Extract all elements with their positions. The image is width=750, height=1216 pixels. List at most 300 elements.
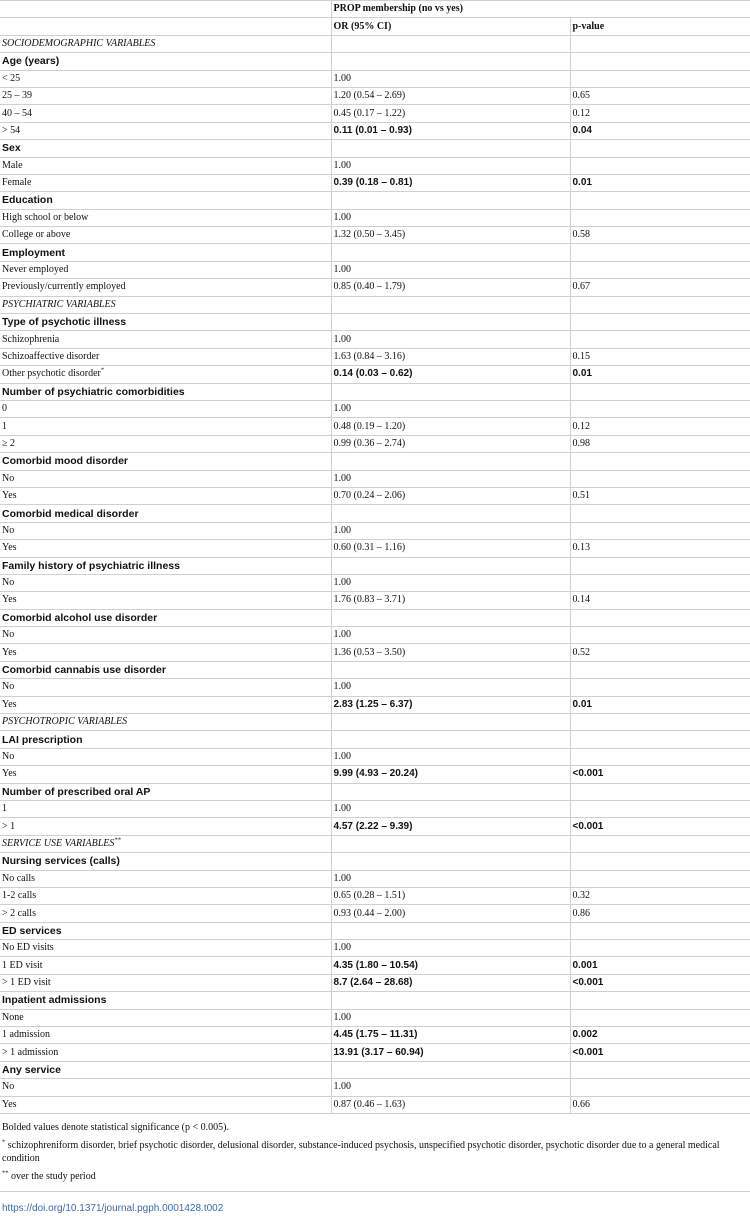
row-label-text: Employment [2, 246, 66, 259]
row-label-text: > 1 ED visit [2, 977, 51, 989]
row-label-text: Comorbid mood disorder [2, 455, 128, 468]
row-label [0, 870, 331, 887]
row-label-text: > 1 [2, 820, 16, 832]
table-row [0, 1096, 750, 1113]
p-value-cell: 0.001 [570, 957, 750, 974]
table-row [0, 574, 750, 591]
table-row [0, 70, 750, 87]
table-row [0, 1027, 750, 1044]
group-label [0, 192, 331, 209]
significance-note: Bolded values denote statistical significance (p < 0.005). [2, 1122, 229, 1133]
odds-ratio-cell: 0.85 (0.40 – 1.79) [331, 279, 570, 296]
group-row [0, 244, 750, 261]
row-label-text: No [2, 1081, 15, 1093]
table-row [0, 87, 750, 104]
table-row [0, 1079, 750, 1096]
table-row [0, 696, 750, 713]
p-value-cell [570, 400, 750, 417]
odds-ratio-cell [331, 505, 570, 522]
table-row [0, 400, 750, 417]
odds-ratio-cell [331, 853, 570, 870]
p-value-cell: <0.001 [570, 818, 750, 835]
row-label [0, 696, 331, 713]
row-label-text: Yes [2, 698, 17, 710]
p-value-cell [570, 557, 750, 574]
p-value-cell: 0.01 [570, 696, 750, 713]
odds-ratio-cell: 1.00 [331, 400, 570, 417]
doi-link[interactable]: https://doi.org/10.1371/journal.pgph.0001428.t002 [2, 1203, 224, 1214]
p-value-cell: 0.12 [570, 418, 750, 435]
row-label [0, 87, 331, 104]
row-label-text: PSYCHOTROPIC VARIABLES [2, 716, 128, 728]
odds-ratio-cell: 1.00 [331, 70, 570, 87]
table-row [0, 957, 750, 974]
odds-ratio-cell: 4.57 (2.22 – 9.39) [331, 818, 570, 835]
group-label [0, 53, 331, 70]
group-label [0, 783, 331, 800]
odds-ratio-cell [331, 609, 570, 626]
group-label [0, 140, 331, 157]
row-label-text: No [2, 681, 15, 693]
table-row [0, 627, 750, 644]
row-label-text: None [2, 1011, 24, 1023]
group-label [0, 661, 331, 678]
table-row [0, 261, 750, 278]
row-label-text: 1 ED visit [2, 959, 43, 971]
row-label [0, 331, 331, 348]
row-label-text: Education [2, 194, 53, 207]
section-label [0, 296, 331, 313]
row-label [0, 1044, 331, 1061]
group-label [0, 853, 331, 870]
odds-ratio-cell: 13.91 (3.17 – 60.94) [331, 1044, 570, 1061]
row-label-text: Comorbid medical disorder [2, 507, 139, 520]
row-label [0, 574, 331, 591]
row-label-text: No [2, 750, 15, 762]
row-label-text: Family history of psychiatric illness [2, 559, 180, 572]
odds-ratio-cell [331, 35, 570, 52]
header-row-group [0, 1, 750, 18]
p-value-cell [570, 453, 750, 470]
table-row [0, 470, 750, 487]
group-row [0, 140, 750, 157]
group-row [0, 922, 750, 939]
table-row [0, 800, 750, 817]
odds-ratio-cell: 0.39 (0.18 – 0.81) [331, 174, 570, 191]
odds-ratio-cell: 0.45 (0.17 – 1.22) [331, 105, 570, 122]
p-value-cell [570, 679, 750, 696]
odds-ratio-cell [331, 731, 570, 748]
table-row [0, 870, 750, 887]
row-label-text: Female [2, 177, 32, 189]
row-label-text: College or above [2, 229, 71, 241]
p-value-cell: 0.52 [570, 644, 750, 661]
table-row [0, 522, 750, 539]
table-row [0, 644, 750, 661]
table-body [0, 35, 750, 1113]
odds-ratio-cell: 1.00 [331, 470, 570, 487]
p-value-cell [570, 853, 750, 870]
footnote-star-marker: * [2, 1138, 6, 1146]
row-label-text: ED services [2, 924, 62, 937]
p-value-cell [570, 209, 750, 226]
group-row [0, 505, 750, 522]
group-row [0, 1061, 750, 1078]
p-value-cell [570, 261, 750, 278]
footnote-double-star [2, 1170, 748, 1184]
row-label [0, 435, 331, 452]
table-row [0, 905, 750, 922]
odds-ratio-cell: 1.63 (0.84 – 3.16) [331, 348, 570, 365]
p-value-cell: 0.14 [570, 592, 750, 609]
group-label [0, 731, 331, 748]
group-label [0, 314, 331, 331]
odds-ratio-cell: 1.00 [331, 574, 570, 591]
p-value-cell [570, 940, 750, 957]
group-row [0, 783, 750, 800]
row-label-text: Yes [2, 1098, 17, 1110]
p-value-cell [570, 627, 750, 644]
p-value-cell [570, 470, 750, 487]
p-value-cell [570, 522, 750, 539]
p-value-cell: 0.65 [570, 87, 750, 104]
odds-ratio-cell: 1.00 [331, 522, 570, 539]
table-row [0, 227, 750, 244]
p-value-cell [570, 53, 750, 70]
table-row [0, 818, 750, 835]
group-label [0, 557, 331, 574]
table-row [0, 487, 750, 504]
section-row [0, 714, 750, 731]
odds-ratio-cell [331, 661, 570, 678]
row-label [0, 122, 331, 139]
row-label-text: 25 – 39 [2, 90, 32, 102]
row-label [0, 627, 331, 644]
footnote-star [2, 1139, 748, 1166]
row-label-text: Male [2, 159, 23, 171]
odds-ratio-cell: 0.65 (0.28 – 1.51) [331, 887, 570, 904]
odds-ratio-cell: 9.99 (4.93 – 20.24) [331, 766, 570, 783]
row-label-text: Inpatient admissions [2, 994, 107, 1007]
header-group-label: PROP membership (no vs yes) [331, 1, 750, 18]
table-row [0, 366, 750, 383]
table-row [0, 748, 750, 765]
odds-ratio-cell: 8.7 (2.64 – 28.68) [331, 974, 570, 991]
row-label [0, 470, 331, 487]
odds-ratio-cell: 0.87 (0.46 – 1.63) [331, 1096, 570, 1113]
odds-ratio-cell [331, 140, 570, 157]
group-label [0, 244, 331, 261]
table-row [0, 540, 750, 557]
p-value-cell [570, 835, 750, 852]
p-value-cell [570, 157, 750, 174]
row-label [0, 800, 331, 817]
odds-ratio-cell: 1.00 [331, 157, 570, 174]
odds-ratio-cell [331, 1061, 570, 1078]
row-label [0, 905, 331, 922]
row-label-text: Yes [2, 646, 17, 658]
odds-ratio-cell [331, 557, 570, 574]
odds-ratio-cell [331, 244, 570, 261]
group-label [0, 453, 331, 470]
header-row-columns [0, 18, 750, 35]
group-row [0, 853, 750, 870]
row-label [0, 887, 331, 904]
footnote-star-text: schizophreniform disorder, brief psychotic disorder, delusional disorder, substance-induced psychosis, unspecified psychotic disorder, psychotic disorder due to a general medical condition [2, 1139, 720, 1164]
row-label-text: Yes [2, 768, 17, 780]
odds-ratio-cell: 0.99 (0.36 – 2.74) [331, 435, 570, 452]
odds-ratio-cell: 2.83 (1.25 – 6.37) [331, 696, 570, 713]
odds-ratio-cell: 1.00 [331, 870, 570, 887]
row-label-text: No calls [2, 872, 36, 884]
odds-ratio-cell [331, 714, 570, 731]
row-label-text: < 25 [2, 72, 21, 84]
p-value-cell [570, 609, 750, 626]
table-row [0, 974, 750, 991]
group-label [0, 1061, 331, 1078]
group-row [0, 383, 750, 400]
table-row [0, 679, 750, 696]
odds-ratio-cell: 1.00 [331, 627, 570, 644]
row-label-text: Yes [2, 594, 17, 606]
table-row [0, 348, 750, 365]
row-label-text: SERVICE USE VARIABLES [2, 837, 115, 849]
row-label [0, 70, 331, 87]
odds-ratio-cell: 1.00 [331, 261, 570, 278]
row-label [0, 487, 331, 504]
group-label [0, 609, 331, 626]
p-value-cell [570, 314, 750, 331]
table-row [0, 887, 750, 904]
odds-ratio-cell: 1.00 [331, 331, 570, 348]
odds-ratio-cell: 0.11 (0.01 – 0.93) [331, 122, 570, 139]
group-label [0, 383, 331, 400]
row-label [0, 261, 331, 278]
section-label [0, 714, 331, 731]
table-row [0, 592, 750, 609]
table-row [0, 418, 750, 435]
odds-ratio-cell [331, 296, 570, 313]
p-value-cell [570, 296, 750, 313]
p-value-cell [570, 1061, 750, 1078]
p-value-cell: 0.86 [570, 905, 750, 922]
p-value-cell: 0.15 [570, 348, 750, 365]
odds-ratio-cell: 1.20 (0.54 – 2.69) [331, 87, 570, 104]
header-p-label: p-value [570, 18, 750, 35]
row-label-text: PSYCHIATRIC VARIABLES [2, 298, 116, 310]
row-label-text: No [2, 524, 15, 536]
row-label-text: Schizophrenia [2, 333, 60, 345]
doi-bar [0, 1191, 750, 1216]
odds-ratio-cell [331, 383, 570, 400]
row-label-text: Number of prescribed oral AP [2, 785, 151, 798]
row-label-text: SOCIODEMOGRAPHIC VARIABLES [2, 37, 156, 49]
odds-ratio-cell [331, 453, 570, 470]
section-row [0, 835, 750, 852]
row-label [0, 540, 331, 557]
row-label-text: Never employed [2, 264, 69, 276]
p-value-cell [570, 140, 750, 157]
row-label-text: ≥ 2 [2, 437, 15, 449]
odds-ratio-cell: 1.00 [331, 209, 570, 226]
row-label-text: Comorbid cannabis use disorder [2, 664, 166, 677]
row-label-text: No [2, 577, 15, 589]
row-label-text: Yes [2, 490, 17, 502]
footnote-marker: * [100, 367, 105, 375]
odds-ratio-cell: 1.76 (0.83 – 3.71) [331, 592, 570, 609]
p-value-cell: 0.32 [570, 887, 750, 904]
table-row [0, 435, 750, 452]
p-value-cell [570, 331, 750, 348]
p-value-cell [570, 714, 750, 731]
section-row [0, 35, 750, 52]
section-label [0, 35, 331, 52]
row-label [0, 974, 331, 991]
footnote-double-star-text: over the study period [8, 1170, 96, 1182]
odds-ratio-cell [331, 53, 570, 70]
group-row [0, 192, 750, 209]
table-row [0, 1044, 750, 1061]
group-label [0, 505, 331, 522]
odds-ratio-cell: 1.00 [331, 748, 570, 765]
table-row [0, 174, 750, 191]
p-value-cell [570, 383, 750, 400]
odds-ratio-cell: 4.45 (1.75 – 11.31) [331, 1027, 570, 1044]
row-label [0, 174, 331, 191]
p-value-cell [570, 992, 750, 1009]
odds-ratio-cell: 0.48 (0.19 – 1.20) [331, 418, 570, 435]
p-value-cell: <0.001 [570, 766, 750, 783]
p-value-cell [570, 800, 750, 817]
row-label [0, 592, 331, 609]
group-row [0, 731, 750, 748]
odds-ratio-cell: 1.00 [331, 679, 570, 696]
group-row [0, 992, 750, 1009]
row-label [0, 1079, 331, 1096]
row-label [0, 679, 331, 696]
row-label [0, 209, 331, 226]
odds-ratio-cell: 0.60 (0.31 – 1.16) [331, 540, 570, 557]
p-value-cell [570, 1079, 750, 1096]
row-label-text: No [2, 629, 15, 641]
p-value-cell: 0.58 [570, 227, 750, 244]
p-value-cell: 0.13 [570, 540, 750, 557]
row-label-text: Sex [2, 142, 21, 155]
row-label [0, 348, 331, 365]
row-label-text: > 54 [2, 124, 21, 136]
p-value-cell [570, 574, 750, 591]
p-value-cell [570, 505, 750, 522]
row-label-text: 0 [2, 403, 7, 415]
group-row [0, 453, 750, 470]
p-value-cell [570, 783, 750, 800]
row-label-text: 1 [2, 420, 7, 432]
row-label [0, 957, 331, 974]
odds-ratio-cell: 1.36 (0.53 – 3.50) [331, 644, 570, 661]
row-label-text: Any service [2, 1064, 61, 1077]
row-label-text: Nursing services (calls) [2, 855, 120, 868]
row-label [0, 1009, 331, 1026]
row-label-text: LAI prescription [2, 733, 83, 746]
row-label [0, 400, 331, 417]
row-label [0, 157, 331, 174]
p-value-cell [570, 731, 750, 748]
row-label [0, 1096, 331, 1113]
row-label-text: High school or below [2, 211, 89, 223]
p-value-cell: 0.002 [570, 1027, 750, 1044]
p-value-cell [570, 661, 750, 678]
odds-ratio-cell: 0.70 (0.24 – 2.06) [331, 487, 570, 504]
group-row [0, 661, 750, 678]
p-value-cell [570, 244, 750, 261]
odds-ratio-cell: 0.14 (0.03 – 0.62) [331, 366, 570, 383]
p-value-cell [570, 748, 750, 765]
p-value-cell [570, 922, 750, 939]
row-label-text: Schizoaffective disorder [2, 351, 100, 362]
row-label-text: No ED visits [2, 942, 54, 954]
group-row [0, 53, 750, 70]
table-row [0, 209, 750, 226]
p-value-cell: <0.001 [570, 1044, 750, 1061]
row-label [0, 227, 331, 244]
p-value-cell: 0.04 [570, 122, 750, 139]
row-label-text: Other psychotic disorder [2, 368, 101, 380]
row-label-text: 1 [2, 803, 7, 815]
row-label [0, 279, 331, 296]
p-value-cell: 0.98 [570, 435, 750, 452]
row-label [0, 105, 331, 122]
odds-ratio-cell: 4.35 (1.80 – 10.54) [331, 957, 570, 974]
odds-ratio-cell: 1.00 [331, 800, 570, 817]
row-label-text: > 1 admission [2, 1046, 59, 1058]
footnote-marker: ** [114, 836, 121, 844]
odds-ratio-cell: 1.32 (0.50 – 3.45) [331, 227, 570, 244]
p-value-cell: 0.51 [570, 487, 750, 504]
header-or-label: OR (95% CI) [331, 18, 570, 35]
row-label-text: Previously/currently employed [2, 281, 126, 293]
row-label [0, 940, 331, 957]
p-value-cell: 0.12 [570, 105, 750, 122]
p-value-cell: 0.66 [570, 1096, 750, 1113]
table-row [0, 279, 750, 296]
table-row [0, 105, 750, 122]
row-label [0, 522, 331, 539]
row-label-text: Comorbid alcohol use disorder [2, 611, 158, 624]
row-label-text: > 2 calls [2, 907, 36, 919]
row-label-text: Yes [2, 542, 17, 554]
section-row [0, 296, 750, 313]
row-label-text: 40 – 54 [2, 107, 32, 119]
row-label [0, 818, 331, 835]
row-label [0, 766, 331, 783]
header-blank-cell [0, 1, 331, 18]
odds-ratio-cell [331, 192, 570, 209]
row-label-text: 1-2 calls [2, 890, 37, 902]
group-label [0, 992, 331, 1009]
section-label [0, 835, 331, 852]
row-label [0, 366, 331, 383]
p-value-cell: 0.01 [570, 174, 750, 191]
p-value-cell [570, 192, 750, 209]
odds-ratio-cell: 0.93 (0.44 – 2.00) [331, 905, 570, 922]
header-blank-cell [0, 18, 331, 35]
table-row [0, 122, 750, 139]
group-row [0, 557, 750, 574]
row-label [0, 1027, 331, 1044]
p-value-cell: <0.001 [570, 974, 750, 991]
odds-ratio-cell: 1.00 [331, 1079, 570, 1096]
p-value-cell: 0.67 [570, 279, 750, 296]
